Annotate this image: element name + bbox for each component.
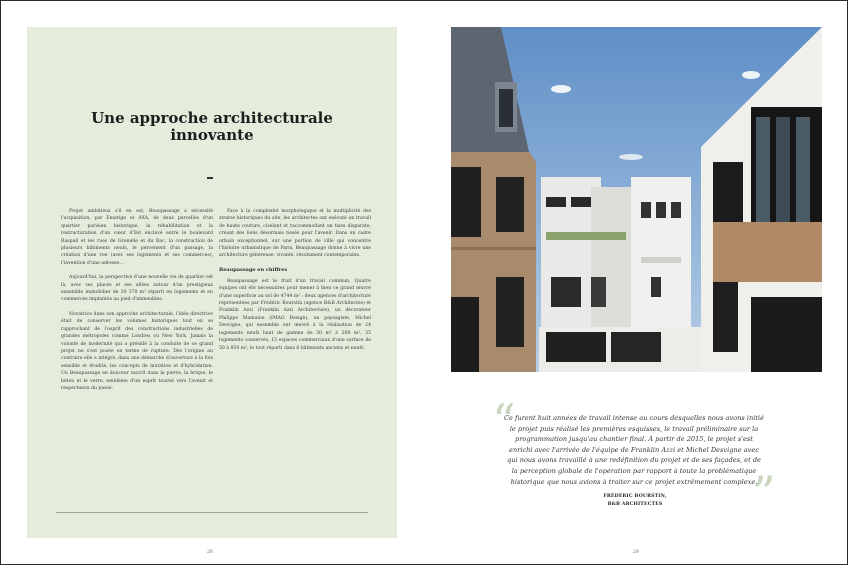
section-heading: Beaupassage en chiffres [219,266,288,273]
courtyard-illustration [451,27,822,372]
title-line-1: Une approche architecturale [91,109,333,127]
page-number-left: 28 [207,550,213,555]
text-column-right [219,208,371,359]
paragraph: Novatrice dans son approche architecturale, l'idée directrice était de conserver les volumes historiques tout en se rapprochant de l'esprit des constructions industrielles de grandes métropoles comme Londres ou New York. Jamais la volonté de modernité qui a présidé à la conduite de ce grand projet ne s'est posée en terme de rupture. Dès l'origine au contraire elle a intégré, dans une démarche d'ouverture à la fois sensible et érudite, les concepts de mutation et d'hybridation. Un Beaupassage en douceur inscrit dans la pierre, la brique, le béton et le verre, emblème d'un esprit tourné vers l'avenir et respectueux du passé. [61,311,213,391]
paragraph: Projet ambitieux s'il en est, Beaupassage a nécessité l'acquisition, par Emerige et AXA, de deux parcelles d'un quartier parisien historique, la réhabilitation et la restructuration d'un cœur d'îlot enclavé entre le boulevard Raspail et les rues de Grenelle et du Bac, la construction de plusieurs bâtiments neufs, le percement d'un passage, la création d'une rue (avec ses logements et ses commerces), l'invention d'une adresse… [61,209,213,266]
text-column-left [61,208,213,399]
author-organization: B&B ARCHITECTES [607,501,663,507]
page-number-right: 29 [633,550,639,555]
pull-quote: Ce furent huit années de travail intense au cours desquelles nous avons initié le projet puis réalisé les premières esquisses, le travail préliminaire sur la programmation jusqu'au chantier final. À partir de 2015, le projet s'est enrichi avec l'arrivée de l'équipe de Franklin Azzi et Michel Desvigne avec qui nous avons travaillé à une redéfinition du projet et de ses façades, et de la perception globale de l'opération par rapport à toute la problématique historique que nous avions à traiter sur ce projet extrêmement complexe. [503,414,764,486]
paragraph: Beaupassage est le fruit d'un travail commun. Quatre équipes ont été nécessaires pour mener à bien ce grand œuvre d'une superficie au sol de 4744 m² : deux agences d'architecture représentées par Frédéric Bourstin (agence B&B Architectes) et Franklin Azzi (Franklin Azzi Architecture), un décorateur Philippe Mamaine (IMAO Design), un paysagiste, Michel Desvigne, qui ensemble ont œuvré à la réalisation de 24 logements neufs haut de gamme de 30 m² à 200 m², 35 logements conservés, 15 espaces commerciaux d'une surface de 50 à 850 m², le tout réparti dans 6 bâtiments anciens et neufs. [219,278,371,351]
title-dash-ornament [207,177,213,179]
building-photo [451,27,822,372]
close-quote-mark: ” [752,466,776,520]
open-quote-mark: “ [492,394,516,448]
paragraph: Face à la complexité morphologique et la multiplicité des strates historiques du site, les architectes ont exécuté un travail de haute couture, ciselant et raccommodant un tissu disparate, créant des liens désormais tissés pour l'avenir. Dans un cadre urbain exceptionnel, sur une portion de ville qui concentre l'histoire urbanistique de Paris, Beaupassage donne à vivre une architecture généreuse, vivante, résolument contemporaine. [219,209,371,259]
author-name: FRÉDÉRIC BOURSTIN, [603,494,667,499]
title-line-2: innovante [170,126,254,144]
page-title [27,110,397,144]
footer-rule [56,512,368,513]
quote-author [560,493,710,508]
paragraph: Aujourd'hui, la perspective d'une nouvelle vie de quartier est là, avec ses places et ses allées autour d'un prestigieux ensemble immobilier de 30 378 m² réparti en logements et en commerces implantés au pied d'immeubles. [61,275,213,303]
